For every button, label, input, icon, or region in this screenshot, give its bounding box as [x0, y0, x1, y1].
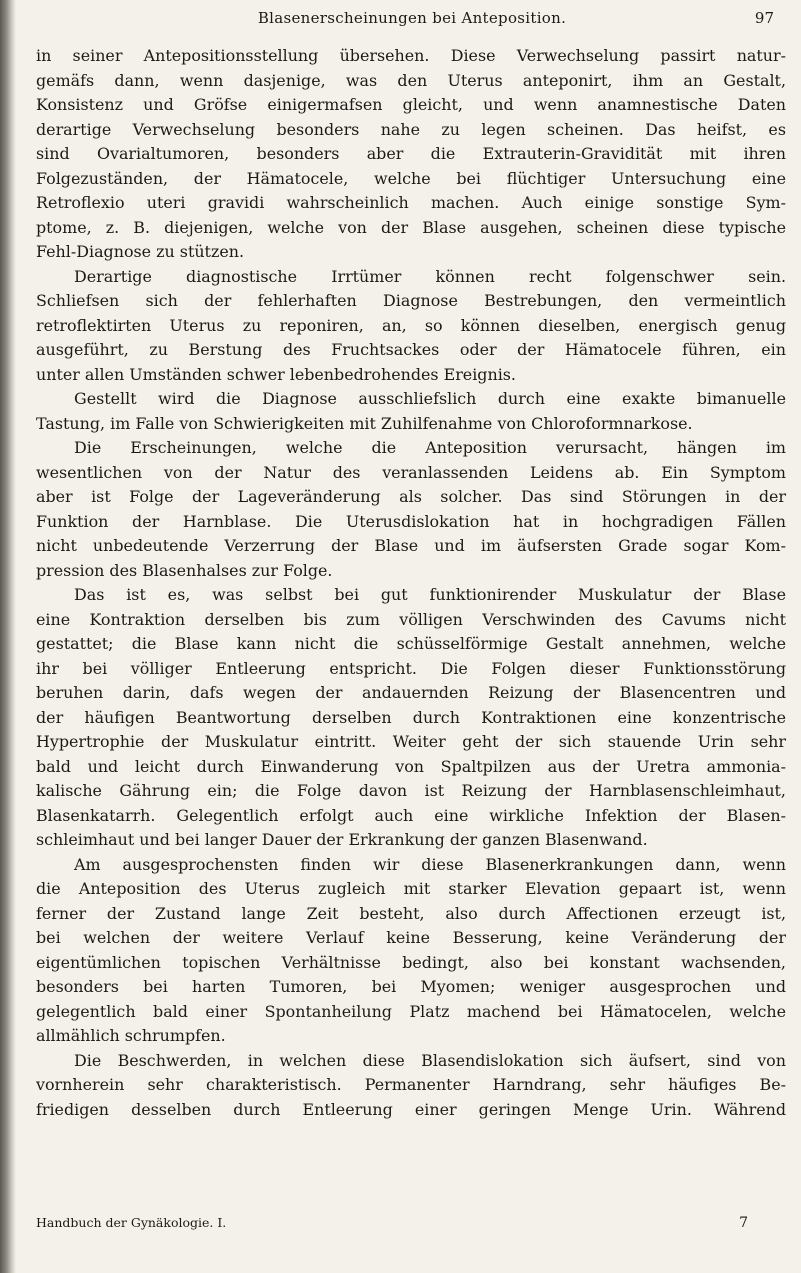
text-line: Die Beschwerden, in welchen diese Blasendislokation sich äufsert, sind von: [74, 1050, 786, 1070]
footer-signature-mark: 7: [739, 1215, 748, 1231]
text-line: Fehl-Diagnose zu stützen.: [36, 242, 245, 261]
text-line: ausgeführt, zu Berstung des Fruchtsackes oder der Hämatocele führen, ein: [36, 340, 786, 359]
text-line: sind Ovarialtumoren, besonders aber die Extrauterin-Gravidität mit ihren: [36, 144, 786, 163]
running-head: [36, 9, 788, 33]
text-line: retroflektirten Uterus zu reponiren, an, so können dieselben, energisch genug: [36, 315, 786, 335]
text-line: Folgezuständen, der Hämatocele, welche bei flüchtiger Untersuchung eine: [36, 168, 786, 188]
text-line: ihr bei völliger Entleerung entspricht. Die Folgen dieser Funktionsstörung: [36, 658, 786, 678]
text-line: Schliefsen sich der fehlerhaften Diagnose Bestrebungen, den vermeintlich: [36, 291, 786, 310]
text-line: bald und leicht durch Einwanderung von Spaltpilzen aus der Uretra ammonia-: [36, 756, 786, 776]
text-line: Retroflexio uteri gravidi wahrscheinlich machen. Auch einige sonstige Sym-: [36, 193, 786, 212]
text-line: gelegentlich bald einer Spontanheilung Platz machend bei Hämatocelen, welche: [36, 1001, 786, 1021]
page-number: 97: [754, 9, 774, 27]
text-line: die Anteposition des Uterus zugleich mit starker Elevation gepaart ist, wenn: [36, 879, 786, 898]
book-gutter-shadow: [0, 0, 16, 1273]
text-line: eigentümlichen topischen Verhältnisse bedingt, also bei konstant wachsenden,: [36, 952, 786, 972]
text-line: schleimhaut und bei langer Dauer der Erkrankung der ganzen Blasenwand.: [36, 830, 648, 849]
text-line: Blasenkatarrh. Gelegentlich erfolgt auch eine wirkliche Infektion der Blasen-: [36, 805, 786, 825]
text-line: derartige Verwechselung besonders nahe zu legen scheinen. Das heifst, es: [36, 119, 786, 139]
text-line: Gestellt wird die Diagnose ausschliefslich durch eine exakte bimanuelle: [74, 389, 786, 408]
text-line: wesentlichen von der Natur des veranlassenden Leidens ab. Ein Symptom: [36, 462, 786, 482]
text-line: Hypertrophie der Muskulatur eintritt. Weiter geht der sich stauende Urin sehr: [36, 732, 786, 751]
text-line: gestattet; die Blase kann nicht die schüsselförmige Gestalt annehmen, welche: [36, 634, 786, 653]
text-line: gemäfs dann, wenn dasjenige, was den Uterus anteponirt, ihm an Gestalt,: [36, 70, 786, 90]
body-text: [36, 44, 786, 1122]
footer-book-title: Handbuch der Gynäkologie. I.: [36, 1215, 227, 1230]
text-line: pression des Blasenhalses zur Folge.: [36, 560, 333, 580]
text-line: ferner der Zustand lange Zeit besteht, also durch Affectionen erzeugt ist,: [36, 903, 786, 923]
text-line: aber ist Folge der Lageveränderung als solcher. Das sind Störungen in der: [36, 487, 786, 506]
text-line: beruhen darin, dafs wegen der andauernden Reizung der Blasencentren und: [36, 683, 786, 702]
text-line: allmählich schrumpfen.: [36, 1026, 226, 1045]
text-line: besonders bei harten Tumoren, bei Myomen; weniger ausgesprochen und: [36, 977, 786, 996]
text-line: unter allen Umständen schwer lebenbedrohendes Ereignis.: [36, 364, 516, 384]
text-line: Derartige diagnostische Irrtümer können recht folgenschwer sein.: [74, 266, 786, 286]
text-line: Das ist es, was selbst bei gut funktionirender Muskulatur der Blase: [74, 585, 786, 604]
text-line: Konsistenz und Gröfse einigermafsen gleicht, und wenn anamnestische Daten: [36, 95, 786, 114]
text-line: ptome, z. B. diejenigen, welche von der Blase ausgehen, scheinen diese typische: [36, 217, 786, 237]
text-line: in seiner Antepositionsstellung übersehen. Diese Verwechselung passirt natur-: [36, 46, 786, 65]
text-line: Funktion der Harnblase. Die Uterusdislokation hat in hochgradigen Fällen: [36, 511, 786, 531]
page-footer: [36, 1212, 776, 1234]
text-line: nicht unbedeutende Verzerrung der Blase und im äufsersten Grade sogar Kom-: [36, 536, 786, 555]
book-page: [36, 0, 788, 1273]
text-line: der häufigen Beantwortung derselben durch Kontraktionen eine konzentrische: [36, 707, 786, 727]
text-line: kalische Gährung ein; die Folge davon ist Reizung der Harnblasenschleimhaut,: [36, 781, 786, 800]
text-line: bei welchen der weitere Verlauf keine Besserung, keine Veränderung der: [36, 928, 786, 947]
text-line: eine Kontraktion derselben bis zum völligen Verschwinden des Cavums nicht: [36, 609, 786, 629]
running-title: Blasenerscheinungen bei Anteposition.: [257, 9, 567, 27]
text-line: Tastung, im Falle von Schwierigkeiten mit Zuhilfenahme von Chloroformnarkose.: [36, 413, 693, 433]
text-line: friedigen desselben durch Entleerung einer geringen Menge Urin. Während: [36, 1099, 786, 1119]
text-line: vornherein sehr charakteristisch. Permanenter Harndrang, sehr häufiges Be-: [36, 1075, 786, 1094]
text-line: Die Erscheinungen, welche die Anteposition verursacht, hängen im: [74, 438, 786, 457]
text-line: Am ausgesprochensten finden wir diese Blasenerkrankungen dann, wenn: [74, 854, 786, 874]
